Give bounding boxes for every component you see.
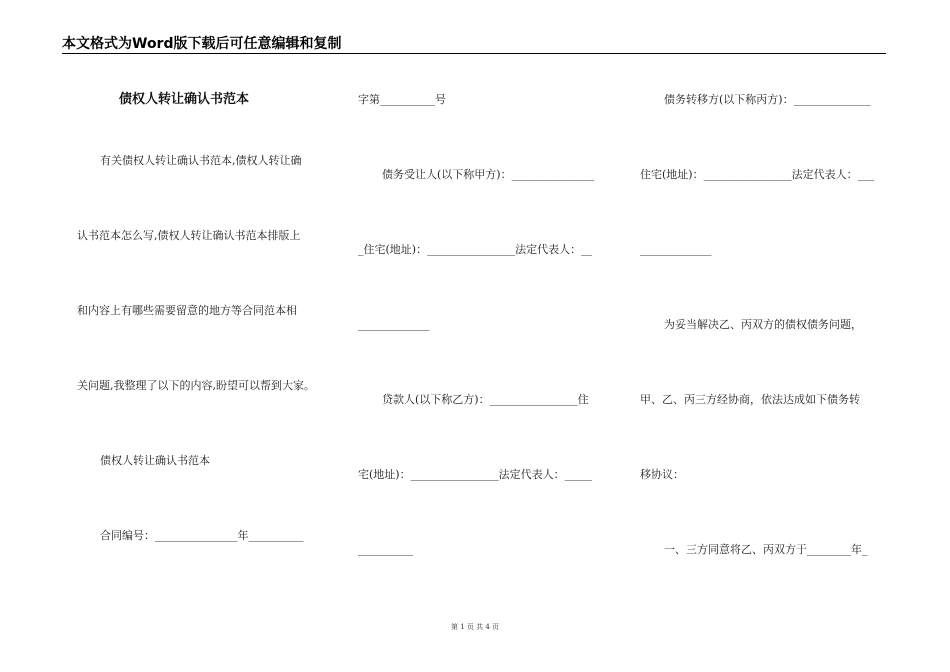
paragraph-line: 移协议： <box>640 468 684 481</box>
contract-number-line: 合同编号：_______________年__________ <box>100 529 304 542</box>
paragraph-line: 和内容上有哪些需要留意的地方等合同范本相 <box>77 304 297 317</box>
section-heading: 债权人转让确认书范本 <box>100 454 210 467</box>
party-a-line: 债务受让人(以下称甲方)：_______________ <box>382 168 595 181</box>
page-footer: 第 1 页 共 4 页 <box>450 623 500 631</box>
paragraph-line: 有关债权人转让确认书范本,债权人转让确 <box>100 154 302 167</box>
paragraph-line: _____________ <box>640 243 712 256</box>
party-c-line: 债务转移方(以下称丙方)：______________ <box>664 93 871 106</box>
paragraph-line: _____________ <box>358 318 430 331</box>
paragraph-line: 关问题,我整理了以下的内容,盼望可以帮到大家。 <box>77 379 315 392</box>
paragraph-line: __________ <box>358 543 413 556</box>
paragraph-line: 宅(地址)：________________法定代表人：_____ <box>358 468 593 481</box>
paragraph-line: 为妥当解决乙、丙双方的债权债务问题， <box>664 318 862 331</box>
party-b-line: 贷款人(以下称乙方)：________________住 <box>382 393 589 406</box>
paragraph-line: 认书范本怎么写,债权人转让确认书范本排版上 <box>77 229 301 242</box>
paragraph-line: _住宅(地址)：________________法定代表人：__ <box>358 243 593 256</box>
document-title: 债权人转让确认书范本 <box>119 92 250 107</box>
clause-one-line: 一、三方同意将乙、丙双方于________年_ <box>664 543 868 556</box>
paragraph-line: 字第__________号 <box>358 93 446 106</box>
paragraph-line: 住宅(地址)：________________法定代表人：___ <box>640 168 875 181</box>
paragraph-line: 甲、乙、丙三方经协商，依法达成如下债务转 <box>640 393 860 406</box>
header-text: 本文格式为Word版下载后可任意编辑和复制 <box>62 36 342 52</box>
page-header <box>62 36 886 54</box>
